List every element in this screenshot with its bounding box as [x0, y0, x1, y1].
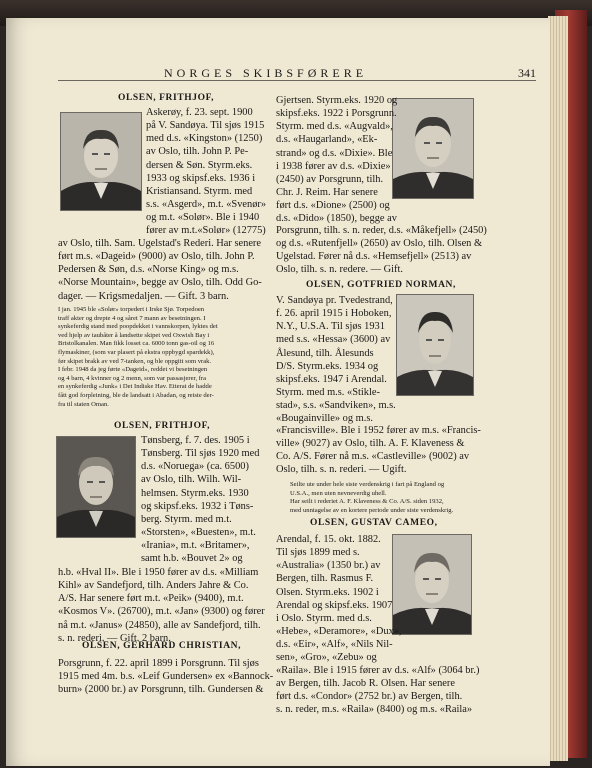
norman-line: stad», s.s. «Sandviken», m.s. — [276, 400, 396, 412]
frithjof-2-body-line: nå m.t. «Janus» (24850), alle av Sandefjord, tilh. — [58, 619, 261, 631]
gerhard-cont-line: d.s. «Dido» (1850), begge av — [276, 213, 397, 225]
frithjof-2-line: berg. Styrm. med m.t. — [141, 513, 232, 525]
frithjof-1-note-line: ved hjelp av taubåter å landsette skipet ved Oxwish Bay i — [58, 331, 210, 339]
frithjof-2-line: «Storsten», «Buesten», m.t. — [141, 527, 256, 539]
entry-name-gerhard: OLSEN, GERHARD CHRISTIAN, — [82, 641, 242, 651]
gerhard-cont-body-line: Porsgrunn, tilh. s. n. reder, d.s. «Måkefjell» (2450) — [276, 225, 487, 236]
frithjof-1-line: av Oslo, tilh. John P. Pe- — [146, 146, 249, 158]
book-page — [6, 18, 550, 766]
frithjof-2-line: Tønsberg, f. 7. des. 1905 i — [141, 435, 250, 446]
frithjof-2-body-line: A/S. Har senere ført m.t. «Peik» (9400), m.t. — [58, 593, 244, 605]
gustav-line: «Hebe», «Deramore», «Dux», — [276, 626, 402, 638]
frithjof-1-note-line: synkeferdig stand med poopdekket i vannskorpen, lyktes det — [58, 323, 218, 331]
frithjof-1-note-line: Bristolkanalen. Man fikk losset ca. 6000 tonn gas-oil og 16 — [58, 340, 215, 348]
gustav-line: d.s. «Eir», «Alf», «Nils Nil- — [276, 639, 393, 651]
frithjof-1-line: 1933 og skipsf.eks. 1936 i — [146, 172, 256, 184]
portrait-norman-icon — [397, 295, 473, 395]
norman-line: V. Sandøya pr. Tvedestrand, — [276, 295, 393, 306]
frithjof-1-line: Kristiansand. Styrm. med — [146, 185, 253, 197]
frithjof-1-body-line: ført m.s. «Dageid» (9000) av Oslo, tilh. John P. — [58, 251, 255, 263]
norman-note-line: med unntagelse av en kortere periode under siste verdenskrig. — [290, 506, 454, 514]
frithjof-1-note-line: fra til staten Oman. — [58, 400, 109, 408]
norman-body-line: Oslo, tilh. s. n. rederi. — Ugift. — [276, 464, 407, 476]
gerhard-body-line: 1915 med 4m. b.s. «Leif Gundersen» ex «Bannock- — [58, 671, 274, 683]
norman-line: Ålesund, tilh. Ålesunds — [276, 347, 374, 359]
frithjof-2-line: helmsen. Styrm.eks. 1930 — [141, 487, 249, 499]
norman-body-line: ville» (9027) av Oslo, tilh. A. F. Klaveness & — [276, 438, 465, 450]
entry-name-frithjof-1: OLSEN, FRITHJOF, — [118, 93, 215, 103]
gustav-body-line: s. n. reder, m.s. «Raila» (8400) og m.s. «Raila» — [276, 704, 473, 716]
norman-note-line: Seilte ute under hele siste verdenskrig i fart på England og — [290, 481, 445, 488]
gerhard-cont-body-line: Ugelstad. Fører nå d.s. «Hemsefjell» (2513) av — [276, 251, 472, 263]
gerhard-cont-line: skipsf.eks. 1922 i Porsgrunn. — [276, 108, 397, 120]
entry-name-gustav: OLSEN, GUSTAV CAMEO, — [310, 518, 438, 528]
frithjof-1-line: og m.t. «Solør». Ble i 1940 — [146, 212, 260, 224]
portrait-gerhard-icon — [393, 99, 473, 198]
frithjof-1-note-line: I jan. 1945 ble «Solør» torpedert i Irske Sjø. Torpedoen — [58, 306, 205, 313]
frithjof-2-body-line: «Kosmos V». (26700), m.t. «Jan» (9300) og fører — [58, 606, 265, 618]
gerhard-body-line: burn» (2000 br.) av Porsgrunn, tilh. Gundersen & — [58, 684, 264, 696]
norman-line: Styrm. med m.s. «Stikle- — [276, 387, 380, 399]
gerhard-cont-body-line: Oslo, tilh. s. n. redere. — Gift. — [276, 264, 403, 276]
gustav-body-line: «Raila». Ble i 1915 fører av d.s. «Alf» (3064 br.) — [276, 665, 480, 676]
norman-body-line: Co. A/S. Fører nå m.s. «Castleville» (9002) av — [276, 451, 470, 463]
gerhard-cont-line: strand» og d.s. «Dixie». Ble — [276, 147, 393, 159]
frithjof-1-note-line: flymaskiner, (som var plasert på ekstra oppbygd spardekk), — [58, 349, 215, 356]
header-title: NORGES SKIBSFØRERE — [164, 66, 368, 80]
frithjof-1-body-line: «Norse Mountain», begge av Oslo, tilh. Odd Go- — [58, 277, 262, 289]
frithjof-1-line: med d.s. «Kingston» (1250) — [146, 133, 263, 145]
frithjof-1-line: dersen & Søn. Styrm.eks. — [146, 159, 253, 171]
portrait-gustav-icon — [393, 535, 471, 634]
frithjof-1-line: fører av m.t.«Solør» (12775) — [146, 225, 266, 237]
frithjof-1-note-line: og 4 barn, 4 kvinner og 2 menn, som var passasjerer, fra — [58, 374, 207, 382]
gustav-line: Bergen, tilh. Rasmus F. — [276, 573, 374, 585]
frithjof-2-body-line: Kihl» av Sandefjord, tilh. Anders Jahre & Co. — [58, 580, 249, 592]
frithjof-1-note-line: I febr. 1948 da jeg førte «Dageid», reddet vi besetningen — [58, 366, 208, 374]
norman-note-line: Har seilt i rederiet A. F. Klaveness & Co. A/S. siden 1932, — [290, 498, 444, 506]
norman-line: N.Y., U.S.A. Til sjøs 1931 — [276, 321, 385, 333]
frithjof-1-note-line: fått god forpleining, ble de landsatt i Abadan, og reiste der- — [58, 392, 214, 399]
frithjof-1-note-line: traff akter og drepte 4 og såret 7 mann av besetningen. I — [58, 314, 206, 322]
running-header — [120, 64, 536, 84]
frithjof-2-line: «Irania», m.t. «Britamer», — [141, 540, 250, 552]
frithjof-2-line: d.s. «Noruega» (ca. 6500) — [141, 461, 249, 473]
entry-name-frithjof-2: OLSEN, FRITHJOF, — [114, 421, 211, 431]
gustav-line: Arendal, f. 15. okt. 1882. — [276, 534, 381, 545]
entry-name-norman: OLSEN, GOTFRIED NORMAN, — [306, 280, 456, 290]
norman-line: med s.s. «Hessa» (3600) av — [276, 334, 391, 346]
norman-line: D/S. Styrm.eks. 1934 og — [276, 360, 379, 372]
portrait-photo-frithjof-2 — [56, 436, 136, 538]
frithjof-2-body-line: s. n. rederi. — Gift. 2 barn. — [58, 632, 171, 644]
gustav-line: «Australia» (1350 br.) av — [276, 560, 381, 572]
page-stack-edge — [548, 16, 568, 761]
header-rule — [58, 80, 536, 81]
portrait-frithjof-1-icon — [61, 113, 141, 210]
norman-line: f. 26. april 1915 i Hoboken, — [276, 308, 392, 320]
frithjof-1-note-line: før skipet brakk av ved 7-tanken, og ble oppgitt som vrak. — [58, 357, 212, 365]
gustav-line: Arendal og skipsf.eks. 1907 — [276, 599, 393, 611]
frithjof-1-line: på V. Sandøya. Til sjøs 1915 — [146, 120, 265, 132]
frithjof-1-body-line: dager. — Krigsmedaljen. — Gift. 3 barn. — [58, 290, 229, 302]
frithjof-1-body-line: Pedersen & Søn, d.s. «Norse King» og m.s. — [58, 264, 239, 276]
gustav-line: i Oslo. Styrm. med d.s. — [276, 612, 372, 624]
gustav-line: Til sjøs 1899 med s. — [276, 547, 360, 559]
gustav-body-line: av Bergen, tilh. Jacob R. Olsen. Har senere — [276, 678, 455, 690]
gerhard-cont-line: (2450) av Porsgrunn, tilh. — [276, 173, 384, 185]
frithjof-2-line: av Oslo, tilh. Wilh. Wil- — [141, 474, 242, 486]
frithjof-2-line: samt h.b. «Bouvet 2» og — [141, 553, 243, 565]
portrait-frithjof-2-icon — [57, 437, 135, 537]
gerhard-cont-body-line: og d.s. «Rutenfjell» (2650) av Oslo, tilh. Olsen & — [276, 238, 483, 250]
frithjof-2-line: og skipsf.eks. 1932 i Tøns- — [141, 500, 254, 512]
page-number: 341 — [518, 66, 536, 80]
gerhard-body-line: Porsgrunn, f. 22. april 1899 i Porsgrunn. Til sjøs — [58, 658, 259, 669]
norman-line: skipsf.eks. 1947 i Arendal. — [276, 373, 387, 385]
gustav-line: sen», «Gro», «Zebu» og — [276, 652, 377, 664]
portrait-photo-norman — [396, 294, 474, 396]
gerhard-cont-line: ført d.s. «Dione» (2500) og — [276, 200, 390, 212]
frithjof-1-body-line: av Oslo, tilh. Sam. Ugelstad's Rederi. Har senere — [58, 238, 261, 249]
gustav-line: Olsen. Styrm.eks. 1902 i — [276, 586, 379, 598]
frithjof-1-line: s.s. «Asgerd», m.t. «Svenør» — [146, 199, 267, 211]
gerhard-cont-line: i 1938 fører av d.s. «Dixie» — [276, 160, 391, 172]
gerhard-cont-line: Chr. J. Reim. Har senere — [276, 187, 378, 199]
gerhard-cont-line: Gjertsen. Styrm.eks. 1920 og — [276, 95, 398, 106]
portrait-photo-gustav — [392, 534, 472, 635]
frithjof-1-note-line: en synkeferdig «Junk» i Det Indiske Hav. Etterat de hadde — [58, 383, 212, 391]
gerhard-cont-line: d.s. «Haugarland», «Ek- — [276, 134, 378, 146]
norman-body-line: «Francisville». Ble i 1952 fører av m.s. «Francis- — [276, 425, 481, 436]
norman-note-line: U.S.A., men uten nevneverdig uhell. — [290, 489, 387, 497]
norman-line: «Bougainville» og m.s. — [276, 413, 373, 425]
frithjof-2-body-line: h.b. «Hval II». Ble i 1950 fører av d.s. «Milliam — [58, 567, 259, 578]
frithjof-1-line: Askerøy, f. 23. sept. 1900 — [146, 107, 253, 118]
portrait-photo-frithjof-1 — [60, 112, 142, 211]
gustav-body-line: ført d.s. «Condor» (2752 br.) av Bergen, tilh. — [276, 691, 463, 703]
portrait-photo-gerhard — [392, 98, 474, 199]
gerhard-cont-line: Styrm. med d.s. «Augvald», — [276, 121, 393, 133]
frithjof-2-line: Tønsberg. Til sjøs 1920 med — [141, 448, 260, 460]
